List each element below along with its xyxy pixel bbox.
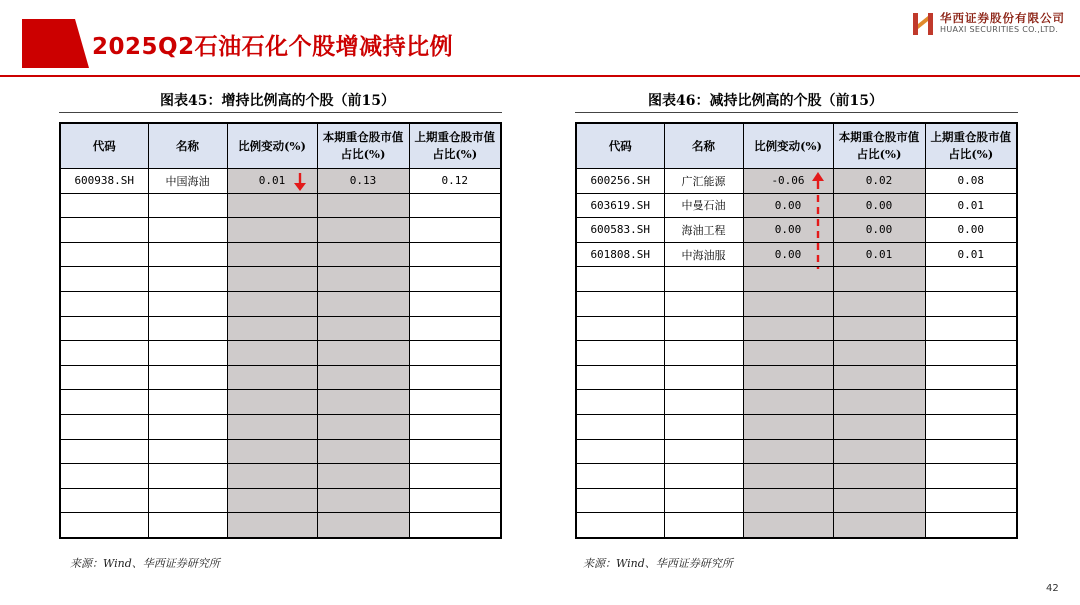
table-cell: 0.00 (833, 218, 925, 243)
table-row-empty (60, 488, 501, 513)
table-cell (833, 390, 925, 415)
table-cell (409, 341, 501, 366)
table-cell: 中国海油 (148, 169, 227, 194)
table-cell (60, 218, 148, 243)
table-cell (664, 390, 743, 415)
table-cell (227, 390, 317, 415)
table-cell (227, 267, 317, 292)
table-row-empty (60, 464, 501, 489)
logo-chinese-name: 华西证券股份有限公司 (940, 11, 1065, 25)
right-source-note: 来源：Wind、华西证券研究所 (583, 557, 733, 570)
table-row-empty (60, 365, 501, 390)
table-cell (317, 193, 409, 218)
table-row-empty (576, 267, 1017, 292)
table-row (576, 218, 1017, 243)
table-cell (925, 341, 1017, 366)
table-cell (317, 242, 409, 267)
table-cell: 603619.SH (576, 193, 664, 218)
table-cell: 中海油服 (664, 242, 743, 267)
table-cell (60, 414, 148, 439)
table-cell (409, 464, 501, 489)
red-up-arrow-icon (811, 171, 825, 271)
red-down-arrow-icon (293, 172, 307, 192)
table-cell: 0.01 (227, 169, 317, 194)
table-cell (743, 365, 833, 390)
table-cell (148, 488, 227, 513)
table-cell (317, 513, 409, 538)
table-cell (925, 513, 1017, 538)
right-caption-rule (575, 112, 1018, 113)
column-header: 本期重仓股市值占比(%) (833, 123, 925, 169)
table-cell (227, 488, 317, 513)
table-cell (317, 488, 409, 513)
table-cell (743, 316, 833, 341)
table-cell (60, 242, 148, 267)
table-cell: 600256.SH (576, 169, 664, 194)
table-row-empty (60, 291, 501, 316)
table-row-empty (60, 513, 501, 538)
table-cell (409, 218, 501, 243)
page-number: 42 (1046, 583, 1059, 594)
table-row-empty (576, 341, 1017, 366)
table-cell (576, 488, 664, 513)
table-cell (409, 365, 501, 390)
table-row (60, 169, 501, 194)
table-cell (409, 414, 501, 439)
table-cell: 广汇能源 (664, 169, 743, 194)
table-cell (664, 439, 743, 464)
table-cell (148, 218, 227, 243)
table-cell (317, 439, 409, 464)
column-header: 名称 (148, 123, 227, 169)
table-row-empty (60, 193, 501, 218)
table-cell (664, 414, 743, 439)
table-row-empty (576, 414, 1017, 439)
page-title: 2025Q2石油石化个股增减持比例 (92, 34, 454, 60)
table-cell (833, 439, 925, 464)
table-cell (925, 464, 1017, 489)
left-caption-rule (59, 112, 502, 113)
table-row-empty (60, 242, 501, 267)
table-cell (148, 439, 227, 464)
table-cell (833, 341, 925, 366)
table-cell: 0.12 (409, 169, 501, 194)
table-cell (925, 267, 1017, 292)
table-cell: 0.02 (833, 169, 925, 194)
table-cell (576, 414, 664, 439)
table-cell (148, 341, 227, 366)
table-cell (833, 488, 925, 513)
table-cell (409, 242, 501, 267)
table-cell (576, 365, 664, 390)
table-row-empty (576, 464, 1017, 489)
table-cell (148, 316, 227, 341)
table-cell (576, 513, 664, 538)
right-table-caption: 图表46：减持比例高的个股（前15） (648, 93, 883, 109)
column-header: 名称 (664, 123, 743, 169)
table-cell (833, 464, 925, 489)
column-header: 比例变动(%) (227, 123, 317, 169)
decrease-holdings-table (575, 122, 1018, 539)
table-cell (317, 464, 409, 489)
table-cell: 0.00 (743, 242, 833, 267)
table-row-empty (60, 218, 501, 243)
table-cell: 海油工程 (664, 218, 743, 243)
header-divider (0, 75, 1080, 77)
column-header: 比例变动(%) (743, 123, 833, 169)
table-row-empty (60, 439, 501, 464)
table-cell: 0.08 (925, 169, 1017, 194)
table-cell (743, 488, 833, 513)
table-cell (576, 464, 664, 489)
table-cell (60, 439, 148, 464)
table-cell: 0.00 (833, 193, 925, 218)
table-cell (60, 316, 148, 341)
table-cell (743, 439, 833, 464)
table-cell: 0.01 (925, 242, 1017, 267)
table-cell (409, 316, 501, 341)
left-table-caption: 图表45：增持比例高的个股（前15） (160, 93, 395, 109)
table-cell (743, 341, 833, 366)
table-cell (227, 316, 317, 341)
increase-holdings-table (59, 122, 502, 539)
table-cell (925, 390, 1017, 415)
table-cell (925, 291, 1017, 316)
table-cell (664, 488, 743, 513)
table-cell (925, 414, 1017, 439)
table-cell: -0.06 (743, 169, 833, 194)
table-cell (227, 218, 317, 243)
table-cell (60, 488, 148, 513)
table-cell (833, 316, 925, 341)
table-cell: 0.00 (743, 218, 833, 243)
table-cell (743, 390, 833, 415)
table-cell (925, 439, 1017, 464)
table-row-empty (60, 267, 501, 292)
table-cell (227, 341, 317, 366)
table-cell: 0.00 (743, 193, 833, 218)
table-cell (317, 341, 409, 366)
table-cell (317, 390, 409, 415)
table-cell (148, 464, 227, 489)
table-cell (664, 464, 743, 489)
table-cell (60, 291, 148, 316)
table-cell (576, 267, 664, 292)
table-cell (409, 513, 501, 538)
table-cell (148, 414, 227, 439)
table-cell (317, 316, 409, 341)
table-cell (743, 291, 833, 316)
table-row-empty (576, 513, 1017, 538)
table-cell (148, 267, 227, 292)
table-cell (227, 414, 317, 439)
table-cell (148, 365, 227, 390)
table-row-empty (60, 390, 501, 415)
table-row-empty (60, 341, 501, 366)
title-accent-block (22, 19, 75, 68)
table-cell (227, 464, 317, 489)
huaxi-logo-icon (912, 12, 934, 36)
table-cell (317, 267, 409, 292)
table-row-empty (576, 316, 1017, 341)
table-cell (227, 193, 317, 218)
table-cell (317, 365, 409, 390)
table-cell: 0.13 (317, 169, 409, 194)
column-header: 上期重仓股市值占比(%) (409, 123, 501, 169)
table-cell: 600583.SH (576, 218, 664, 243)
table-cell (60, 390, 148, 415)
table-cell (409, 193, 501, 218)
table-row-empty (576, 439, 1017, 464)
table-cell (743, 513, 833, 538)
table-cell (148, 242, 227, 267)
table-cell (60, 267, 148, 292)
column-header: 上期重仓股市值占比(%) (925, 123, 1017, 169)
table-row-empty (576, 291, 1017, 316)
table-cell (576, 439, 664, 464)
table-cell (148, 291, 227, 316)
table-cell (227, 365, 317, 390)
table-cell (60, 365, 148, 390)
table-cell (664, 341, 743, 366)
table-cell (576, 316, 664, 341)
table-cell (409, 291, 501, 316)
left-source-note: 来源：Wind、华西证券研究所 (70, 557, 220, 570)
table-cell (60, 464, 148, 489)
table-cell (743, 414, 833, 439)
table-cell (60, 193, 148, 218)
table-cell (317, 414, 409, 439)
table-cell (148, 513, 227, 538)
table-row (576, 193, 1017, 218)
table-cell (148, 193, 227, 218)
table-cell: 600938.SH (60, 169, 148, 194)
table-cell (833, 267, 925, 292)
table-cell (664, 316, 743, 341)
table-cell (925, 488, 1017, 513)
column-header: 代码 (576, 123, 664, 169)
table-cell (664, 365, 743, 390)
table-cell (664, 291, 743, 316)
table-cell (317, 218, 409, 243)
table-cell (833, 414, 925, 439)
table-cell (409, 267, 501, 292)
table-row-empty (576, 365, 1017, 390)
table-cell (409, 488, 501, 513)
table-cell (664, 513, 743, 538)
column-header: 代码 (60, 123, 148, 169)
table-cell (576, 341, 664, 366)
table-cell (227, 291, 317, 316)
table-row (576, 242, 1017, 267)
table-cell: 0.00 (925, 218, 1017, 243)
table-cell (925, 316, 1017, 341)
column-header: 本期重仓股市值占比(%) (317, 123, 409, 169)
logo-english-name: HUAXI SECURITIES CO.,LTD. (940, 25, 1059, 34)
table-cell (60, 341, 148, 366)
table-cell (227, 439, 317, 464)
table-cell (409, 439, 501, 464)
table-cell (925, 365, 1017, 390)
table-row-empty (60, 316, 501, 341)
table-cell (833, 291, 925, 316)
table-cell (409, 390, 501, 415)
table-cell: 601808.SH (576, 242, 664, 267)
table-cell: 中曼石油 (664, 193, 743, 218)
table-cell: 0.01 (925, 193, 1017, 218)
table-cell (576, 390, 664, 415)
table-row-empty (576, 390, 1017, 415)
table-cell (833, 365, 925, 390)
table-cell: 0.01 (833, 242, 925, 267)
table-cell (576, 291, 664, 316)
table-row-empty (60, 414, 501, 439)
table-row-empty (576, 488, 1017, 513)
table-cell (227, 513, 317, 538)
table-cell (227, 242, 317, 267)
table-cell (743, 464, 833, 489)
table-cell (317, 291, 409, 316)
table-cell (148, 390, 227, 415)
table-cell (833, 513, 925, 538)
table-cell (60, 513, 148, 538)
table-row (576, 169, 1017, 194)
table-cell (664, 267, 743, 292)
company-logo (912, 10, 1072, 38)
